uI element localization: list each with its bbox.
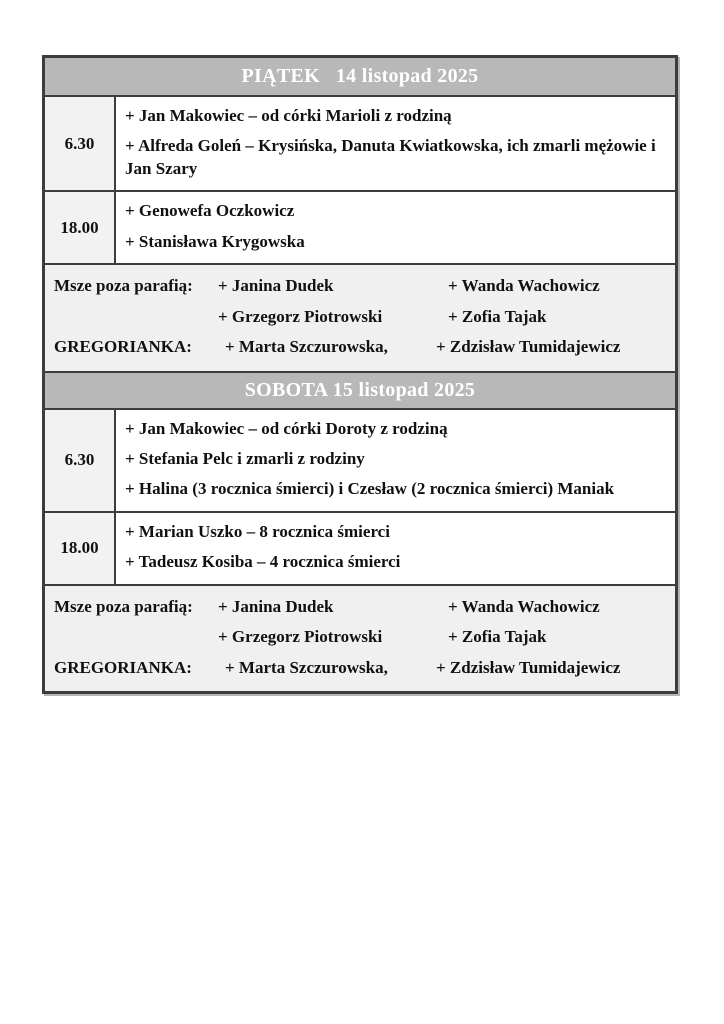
- mass-intentions-table: [42, 55, 678, 694]
- mass-intention: + Marian Uszko – 8 rocznica śmierci: [125, 521, 390, 541]
- gregorianka-line: [54, 657, 669, 679]
- outside-line: [54, 275, 669, 297]
- outside-line: [54, 306, 669, 328]
- mass-row-friday-630: [45, 95, 675, 190]
- mass-time: 18.00: [45, 192, 116, 263]
- day-header-saturday: [45, 371, 675, 408]
- mass-row-saturday-1800: [45, 511, 675, 584]
- day-title: SOBOTA 15 listopad 2025: [244, 378, 476, 401]
- mass-intention: + Jan Makowiec – od córki Doroty z rodziną: [125, 418, 448, 438]
- outside-intention: + Grzegorz Piotrowski: [218, 306, 383, 326]
- mass-time: 6.30: [45, 410, 116, 511]
- outside-label-spacer: [54, 626, 218, 648]
- gregorianka-label: GREGORIANKA:: [54, 657, 192, 677]
- outside-intention: + Wanda Wachowicz: [448, 276, 600, 296]
- outside-label: Msze poza parafią:: [54, 596, 193, 616]
- outside-label: Msze poza parafią:: [54, 276, 193, 296]
- gregorianka-line: [54, 336, 669, 358]
- gregorianka-intention: + Zdzisław Tumidajewicz: [436, 657, 621, 677]
- outside-intention: + Zofia Tajak: [448, 627, 547, 647]
- gregorianka-label: GREGORIANKA:: [54, 337, 192, 357]
- outside-intention: + Janina Dudek: [218, 596, 334, 616]
- mass-intention: + Stefania Pelc i zmarli z rodziny: [125, 448, 365, 468]
- mass-row-saturday-630: [45, 408, 675, 511]
- mass-intention: + Halina (3 rocznica śmierci) i Czesław (2 rocznica śmierci) Maniak: [125, 479, 615, 499]
- mass-intentions-cell: [116, 97, 675, 190]
- mass-intention: + Stanisława Krygowska: [125, 231, 305, 251]
- gregorianka-intention: + Marta Szczurowska,: [225, 657, 388, 677]
- mass-intention: + Tadeusz Kosiba – 4 rocznica śmierci: [125, 552, 401, 572]
- day-title: PIĄTEK 14 listopad 2025: [241, 65, 479, 87]
- outside-parish-section-friday: [45, 263, 675, 370]
- gregorianka-intention: + Marta Szczurowska,: [225, 337, 388, 357]
- outside-parish-section-saturday: [45, 584, 675, 691]
- day-header-friday: [45, 58, 675, 95]
- outside-line: [54, 626, 669, 648]
- outside-intention: + Wanda Wachowicz: [448, 596, 600, 616]
- outside-intention: + Grzegorz Piotrowski: [218, 627, 383, 647]
- mass-row-friday-1800: [45, 190, 675, 263]
- outside-line: [54, 596, 669, 618]
- mass-intentions-cell: [116, 410, 675, 511]
- outside-label-spacer: [54, 306, 218, 328]
- outside-intention: + Zofia Tajak: [448, 306, 547, 326]
- mass-intentions-cell: [116, 192, 675, 263]
- mass-intention: + Alfreda Goleń – Krysińska, Danuta Kwiatkowska, ich zmarli mężowie i Jan Szary: [125, 136, 656, 178]
- mass-intentions-cell: [116, 513, 675, 584]
- mass-intention: + Jan Makowiec – od córki Marioli z rodziną: [125, 106, 452, 125]
- mass-intention: + Genowefa Oczkowicz: [125, 201, 295, 221]
- mass-time: 6.30: [45, 97, 116, 190]
- outside-intention: + Janina Dudek: [218, 276, 334, 296]
- gregorianka-intention: + Zdzisław Tumidajewicz: [436, 337, 621, 357]
- mass-time: 18.00: [45, 513, 116, 584]
